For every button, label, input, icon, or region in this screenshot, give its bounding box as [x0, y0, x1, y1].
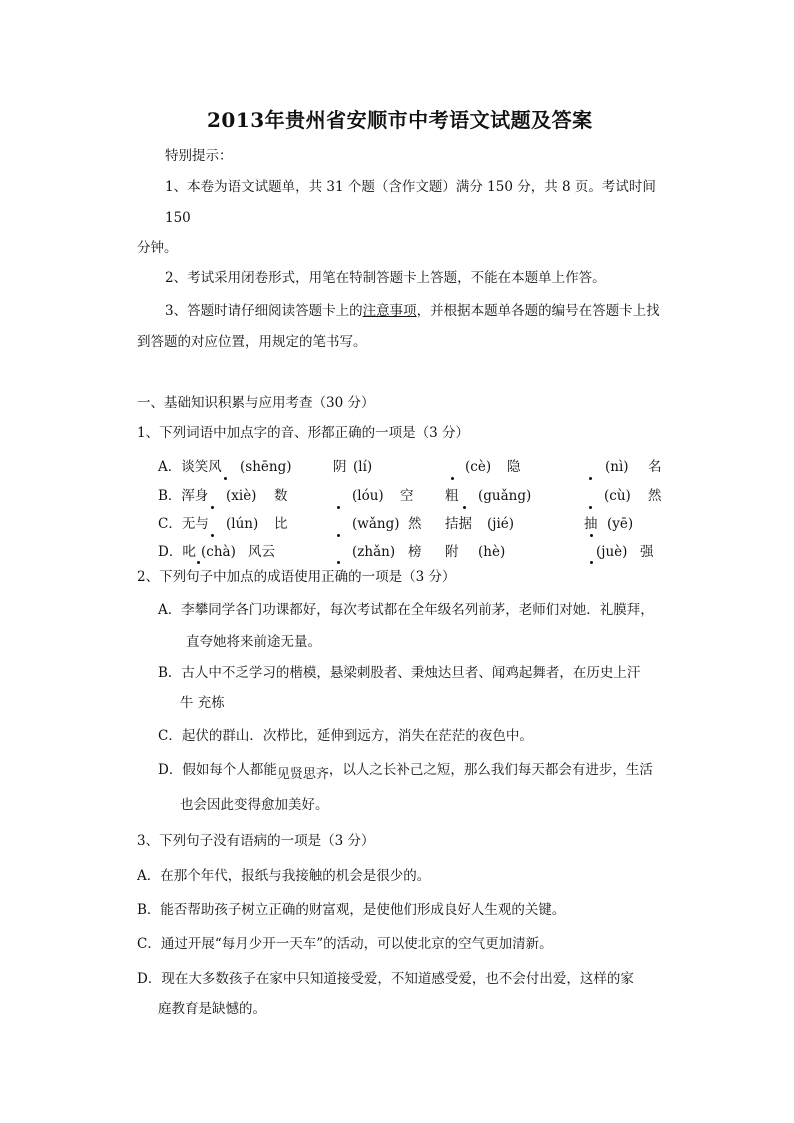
option-text: 强: [640, 544, 654, 560]
question-3-option-c: C．通过开展“每月少开一天车”的活动，可以使北京的空气更加清新。: [137, 936, 553, 952]
pinyin: (cù): [604, 488, 631, 504]
emphasis-dot: [224, 477, 227, 480]
emphasis-dot: [337, 561, 340, 564]
emphasis-dot: [337, 506, 340, 509]
pinyin: (jié): [487, 516, 515, 532]
emphasis-dot: [590, 561, 593, 564]
notice-underlined-term: 注意事项: [362, 303, 417, 319]
page-title: 2013年贵州省安顺市中考语文试题及答案: [207, 108, 593, 132]
option-text: 隐: [507, 459, 521, 475]
question-2-option-a: A．李攀同学各门功课都好，每次考试都在全年级名列前茅，老师们对她．礼膜拜，: [158, 602, 654, 618]
notice-item-1-unit: 分钟。: [137, 240, 178, 256]
pinyin: (lí): [353, 459, 373, 475]
question-2-option-b: B．古人中不乏学习的楷模，悬梁刺股者、秉烛达旦者、闻鸡起舞者，在历史上汗: [158, 665, 641, 681]
question-1-stem: 1、下列词语中加点字的音、形都正确的一项是（3 分）: [137, 425, 469, 441]
notice-item-2: 2、考试采用闭卷形式，用笔在特制答题卡上答题，不能在本题单上作答。: [165, 270, 606, 286]
question-2-option-a-continued: 直夸她将来前途无量。: [186, 634, 321, 650]
pinyin: (wǎng): [352, 516, 400, 532]
option-text: 榜: [408, 544, 422, 560]
question-2-option-b-continued: 牛 充栋: [180, 695, 225, 711]
emphasis-dot: [589, 506, 592, 509]
option-text: 数: [274, 488, 288, 504]
pinyin: (xiè): [226, 488, 257, 504]
section-1-heading: 一、基础知识积累与应用考查（30 分）: [137, 395, 375, 411]
emphasis-dot: [337, 534, 340, 537]
emphasis-dot: [211, 506, 214, 509]
notice-item-3: 3、答题时请仔细阅读答题卡上的注意事项，并根据本题单各题的编号在答题卡上找: [165, 303, 660, 319]
pinyin: (zhǎn): [352, 544, 396, 560]
question-3-option-d: D．现在大多数孩子在家中只知道接受爱，不知道感受爱，也不会付出爱，这样的家: [137, 971, 634, 987]
pinyin: (hè): [478, 544, 506, 560]
question-2-option-d: D．假如每个人都能见贤思齐，以人之长补己之短，那么我们每天都会有进步，生活: [158, 762, 653, 782]
question-2-option-d-continued: 也会因此变得愈加美好。: [180, 797, 329, 813]
option-text: D．叱: [158, 544, 196, 560]
question-3-stem: 3、下列句子没有语病的一项是（3 分）: [137, 833, 375, 849]
pinyin: (nì): [605, 459, 629, 475]
pinyin: (juè): [596, 544, 628, 560]
pinyin: (lóu): [352, 488, 384, 504]
option-text: 阴: [333, 459, 347, 475]
emphasis-dot: [589, 477, 592, 480]
pinyin: (lún): [226, 516, 259, 532]
notice-heading: 特别提示：: [165, 148, 233, 164]
option-text: 抽: [584, 516, 598, 532]
option-text: 空: [400, 488, 414, 504]
pinyin: (cè): [465, 459, 492, 475]
option-text: A．谈笑风: [158, 459, 222, 475]
option-text: C．无与: [158, 516, 209, 532]
option-text: B．浑身: [158, 488, 209, 504]
emphasis-dot: [451, 477, 454, 480]
option-text: 拮据: [445, 516, 472, 532]
option-text: 附: [445, 544, 459, 560]
emphasis-dot: [211, 534, 214, 537]
pinyin: (shēng): [240, 459, 292, 475]
option-text: 风云: [248, 544, 275, 560]
question-3-option-d-continued: 庭教育是缺憾的。: [158, 1001, 266, 1017]
idiom-small: 见贤思齐: [276, 767, 329, 782]
question-2-stem: 2、下列句子中加点的成语使用正确的一项是（3 分）: [137, 569, 456, 585]
question-3-option-b: B．能否帮助孩子树立正确的财富观，是使他们形成良好人生观的关键。: [137, 902, 566, 918]
emphasis-dot: [197, 561, 200, 564]
option-text: 粗: [445, 488, 459, 504]
notice-item-3-continued: 到答题的对应位置，用规定的笔书写。: [137, 334, 367, 350]
pinyin: (guǎng): [478, 488, 532, 504]
notice-item-1: 1、本卷为语文试题单，共 31 个题（含作文题）满分 150 分，共 8 页。考试时间: [165, 179, 656, 195]
option-text: 名: [648, 459, 662, 475]
pinyin: (chà): [201, 544, 236, 560]
option-text: 然: [408, 516, 422, 532]
option-text: 比: [274, 516, 288, 532]
pinyin: (yē): [607, 516, 634, 532]
question-2-option-c: C．起伏的群山．次栉比，延伸到远方，消失在茫茫的夜色中。: [158, 728, 533, 744]
question-3-option-a: A．在那个年代，报纸与我接触的机会是很少的。: [137, 868, 431, 884]
emphasis-dot: [590, 534, 593, 537]
option-text: 然: [648, 488, 662, 504]
notice-item-1-duration: 150: [165, 210, 191, 226]
emphasis-dot: [463, 506, 466, 509]
